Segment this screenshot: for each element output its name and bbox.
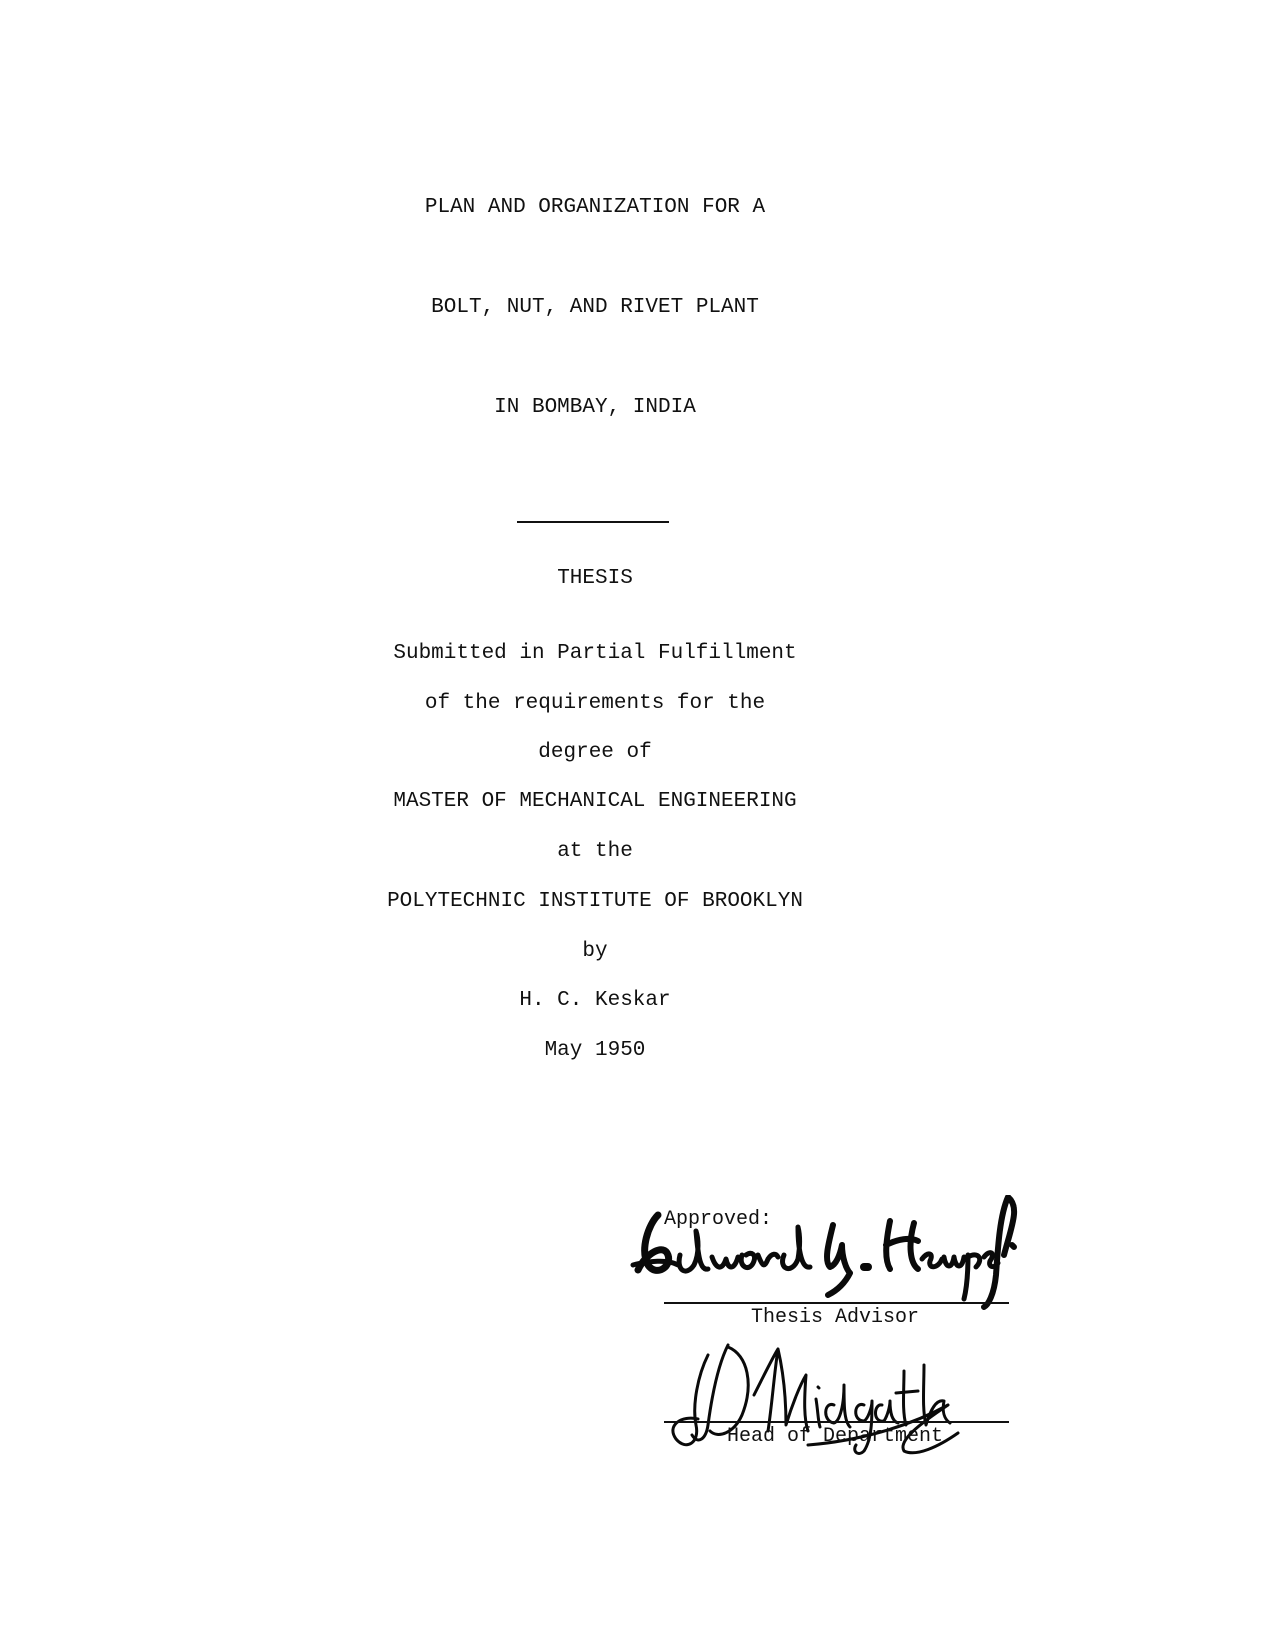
author-name: H. C. Keskar: [519, 989, 671, 1012]
head-role: Head of Department: [727, 1425, 944, 1448]
title-line-2: BOLT, NUT, AND RIVET PLANT: [431, 296, 759, 319]
degree-name: MASTER OF MECHANICAL ENGINEERING: [393, 790, 797, 813]
advisor-signature: [628, 1195, 1018, 1315]
advisor-role: Thesis Advisor: [751, 1306, 920, 1329]
institution-name: POLYTECHNIC INSTITUTE OF BROOKLYN: [387, 890, 803, 913]
submission-line-1: Submitted in Partial Fulfillment: [393, 642, 797, 665]
head-signature: [668, 1335, 978, 1470]
submission-line-5: at the: [557, 840, 633, 863]
submission-date: May 1950: [544, 1039, 646, 1062]
head-signature-line: [664, 1421, 1009, 1423]
advisor-signature-line: [664, 1302, 1009, 1304]
title-line-3: IN BOMBAY, INDIA: [494, 396, 696, 419]
submission-line-3: degree of: [538, 741, 652, 764]
approved-label: Approved:: [664, 1208, 773, 1231]
submission-line-2: of the requirements for the: [424, 692, 766, 715]
by-label: by: [582, 940, 608, 963]
title-line-1: PLAN AND ORGANIZATION FOR A: [424, 196, 766, 219]
title-divider: [517, 521, 669, 523]
document-type: THESIS: [557, 567, 633, 590]
